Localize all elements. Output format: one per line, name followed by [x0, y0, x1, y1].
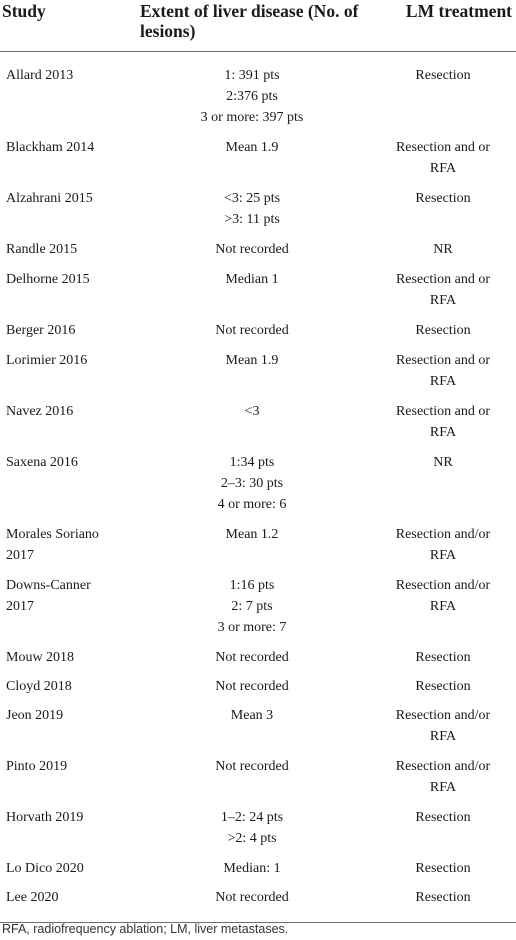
header-study: Study: [2, 1, 46, 21]
cell-treatment-line: Resection: [415, 861, 471, 876]
table-row: [0, 137, 516, 179]
cell-extent: [134, 65, 370, 128]
cell-study: [0, 350, 134, 392]
cell-treatment-line: RFA: [429, 293, 457, 308]
cell-treatment: [370, 887, 516, 908]
cell-study-line: Morales Soriano: [6, 527, 99, 542]
cell-study: [0, 647, 134, 668]
cell-study: [0, 65, 134, 128]
table-row: [0, 269, 516, 311]
cell-study: [0, 320, 134, 341]
cell-extent: [134, 320, 370, 341]
cell-extent-line: 2:376 pts: [226, 89, 278, 104]
cell-treatment: [370, 320, 516, 341]
cell-study: [0, 887, 134, 908]
cell-study: [0, 807, 134, 849]
cell-treatment: [370, 137, 516, 179]
cell-treatment: [370, 705, 516, 747]
cell-treatment: [370, 188, 516, 230]
cell-study-line: Saxena 2016: [6, 455, 78, 470]
cell-study: [0, 452, 134, 515]
table-row: [0, 239, 516, 260]
cell-extent-line: 2: 7 pts: [231, 599, 273, 614]
cell-treatment: [370, 524, 516, 566]
table-row: [0, 350, 516, 392]
cell-extent-line: 2–3: 30 pts: [220, 476, 284, 491]
cell-extent: [134, 647, 370, 668]
cell-treatment-line: Resection and or: [395, 272, 491, 287]
cell-study-line: Mouw 2018: [6, 650, 75, 665]
cell-treatment: [370, 269, 516, 311]
cell-study-line: 2017: [6, 599, 34, 614]
cell-treatment-line: RFA: [429, 729, 457, 744]
cell-extent-line: 1: 391 pts: [224, 68, 280, 83]
cell-treatment-line: Resection: [415, 68, 471, 83]
table-row: [0, 320, 516, 341]
cell-study-line: Randle 2015: [6, 242, 78, 257]
cell-extent-line: Not recorded: [215, 759, 289, 774]
table-row: [0, 807, 516, 849]
cell-study: [0, 575, 134, 638]
cell-study: [0, 756, 134, 798]
cell-study-line: Pinto 2019: [6, 759, 68, 774]
cell-treatment-line: Resection: [415, 191, 471, 206]
cell-study: [0, 401, 134, 443]
cell-treatment: [370, 239, 516, 260]
table-row: [0, 676, 516, 697]
cell-study: [0, 269, 134, 311]
cell-extent-line: Not recorded: [215, 323, 289, 338]
cell-study-line: Cloyd 2018: [6, 679, 72, 694]
cell-extent: [134, 350, 370, 392]
cell-extent: [134, 887, 370, 908]
cell-treatment-line: Resection and/or: [395, 708, 491, 723]
cell-treatment-line: Resection and/or: [395, 759, 491, 774]
cell-treatment-line: Resection: [415, 650, 471, 665]
cell-extent-line: Not recorded: [215, 650, 289, 665]
cell-treatment-line: NR: [433, 455, 453, 470]
cell-extent-line: Mean 1.9: [225, 140, 279, 155]
cell-study: [0, 858, 134, 879]
cell-treatment: [370, 676, 516, 697]
cell-treatment: [370, 858, 516, 879]
cell-extent-line: <3: [244, 404, 260, 419]
header-extent: Extent of liver disease (No. of lesions): [140, 1, 359, 41]
cell-study: [0, 524, 134, 566]
cell-study-line: Berger 2016: [6, 323, 76, 338]
cell-treatment-line: RFA: [429, 548, 457, 563]
table-body: [0, 52, 516, 923]
cell-study-line: Delhorne 2015: [6, 272, 90, 287]
cell-extent-line: Mean 1.2: [225, 527, 279, 542]
cell-treatment-line: RFA: [429, 780, 457, 795]
cell-study-line: Allard 2013: [6, 68, 74, 83]
cell-extent: [134, 401, 370, 443]
cell-study-line: Downs-Canner: [6, 578, 91, 593]
table-row: [0, 188, 516, 230]
cell-treatment-line: RFA: [429, 599, 457, 614]
table-row: [0, 705, 516, 747]
header-treatment: LM treatment: [405, 1, 512, 21]
cell-treatment: [370, 401, 516, 443]
cell-study: [0, 239, 134, 260]
cell-extent: [134, 756, 370, 798]
cell-extent: [134, 858, 370, 879]
cell-extent-line: Not recorded: [215, 890, 289, 905]
cell-extent-line: 1–2: 24 pts: [220, 810, 284, 825]
cell-extent: [134, 269, 370, 311]
cell-extent-line: Not recorded: [215, 679, 289, 694]
cell-study: [0, 705, 134, 747]
cell-extent-line: Median 1: [225, 272, 279, 287]
cell-treatment-line: RFA: [429, 161, 457, 176]
cell-study: [0, 188, 134, 230]
cell-treatment: [370, 452, 516, 515]
cell-extent: [134, 575, 370, 638]
table-row: [0, 524, 516, 566]
cell-treatment: [370, 350, 516, 392]
cell-treatment: [370, 647, 516, 668]
cell-study-line: Blackham 2014: [6, 140, 95, 155]
cell-treatment-line: Resection and/or: [395, 578, 491, 593]
cell-treatment-line: Resection and or: [395, 353, 491, 368]
table-row: [0, 65, 516, 128]
cell-treatment-line: Resection and or: [395, 404, 491, 419]
cell-extent: [134, 524, 370, 566]
cell-study: [0, 137, 134, 179]
cell-extent-line: Not recorded: [215, 242, 289, 257]
cell-study-line: Navez 2016: [6, 404, 74, 419]
cell-extent-line: Mean 1.9: [225, 353, 279, 368]
cell-treatment-line: RFA: [429, 374, 457, 389]
cell-extent-line: Mean 3: [230, 708, 274, 723]
table-row: [0, 858, 516, 879]
cell-extent: [134, 137, 370, 179]
cell-extent-line: 1:16 pts: [229, 578, 275, 593]
table-row: [0, 647, 516, 668]
cell-extent: [134, 676, 370, 697]
cell-study-line: Lorimier 2016: [6, 353, 88, 368]
table-footnote: RFA, radiofrequency ablation; LM, liver metastases.: [2, 922, 289, 936]
cell-extent-line: <3: 25 pts: [223, 191, 281, 206]
cell-treatment-line: Resection and or: [395, 140, 491, 155]
cell-treatment: [370, 65, 516, 128]
cell-extent-line: 3 or more: 397 pts: [200, 110, 304, 125]
table-row: [0, 575, 516, 638]
cell-extent: [134, 452, 370, 515]
cell-extent-line: >3: 11 pts: [224, 212, 280, 227]
cell-study-line: Lo Dico 2020: [6, 861, 84, 876]
table-row: [0, 887, 516, 908]
cell-study-line: Alzahrani 2015: [6, 191, 93, 206]
table-row: [0, 756, 516, 798]
cell-treatment: [370, 756, 516, 798]
cell-extent: [134, 807, 370, 849]
cell-extent-line: 4 or more: 6: [217, 497, 287, 512]
cell-treatment-line: NR: [433, 242, 453, 257]
cell-extent: [134, 705, 370, 747]
cell-extent-line: 1:34 pts: [229, 455, 275, 470]
cell-study-line: Lee 2020: [6, 890, 59, 905]
cell-treatment: [370, 575, 516, 638]
cell-study-line: Horvath 2019: [6, 810, 84, 825]
cell-study: [0, 676, 134, 697]
cell-extent: [134, 188, 370, 230]
cell-treatment-line: Resection: [415, 679, 471, 694]
cell-extent-line: >2: 4 pts: [227, 831, 277, 846]
cell-study-line: 2017: [6, 548, 34, 563]
cell-treatment-line: Resection: [415, 323, 471, 338]
table-row: [0, 452, 516, 515]
cell-extent: [134, 239, 370, 260]
cell-treatment-line: RFA: [429, 425, 457, 440]
cell-treatment: [370, 807, 516, 849]
cell-treatment-line: Resection: [415, 890, 471, 905]
table-header: [0, 0, 516, 52]
cell-extent-line: Median: 1: [223, 861, 281, 876]
cell-study-line: Jeon 2019: [6, 708, 64, 723]
cell-treatment-line: Resection: [415, 810, 471, 825]
cell-extent-line: 3 or more: 7: [217, 620, 287, 635]
table-row: [0, 401, 516, 443]
cell-treatment-line: Resection and/or: [395, 527, 491, 542]
